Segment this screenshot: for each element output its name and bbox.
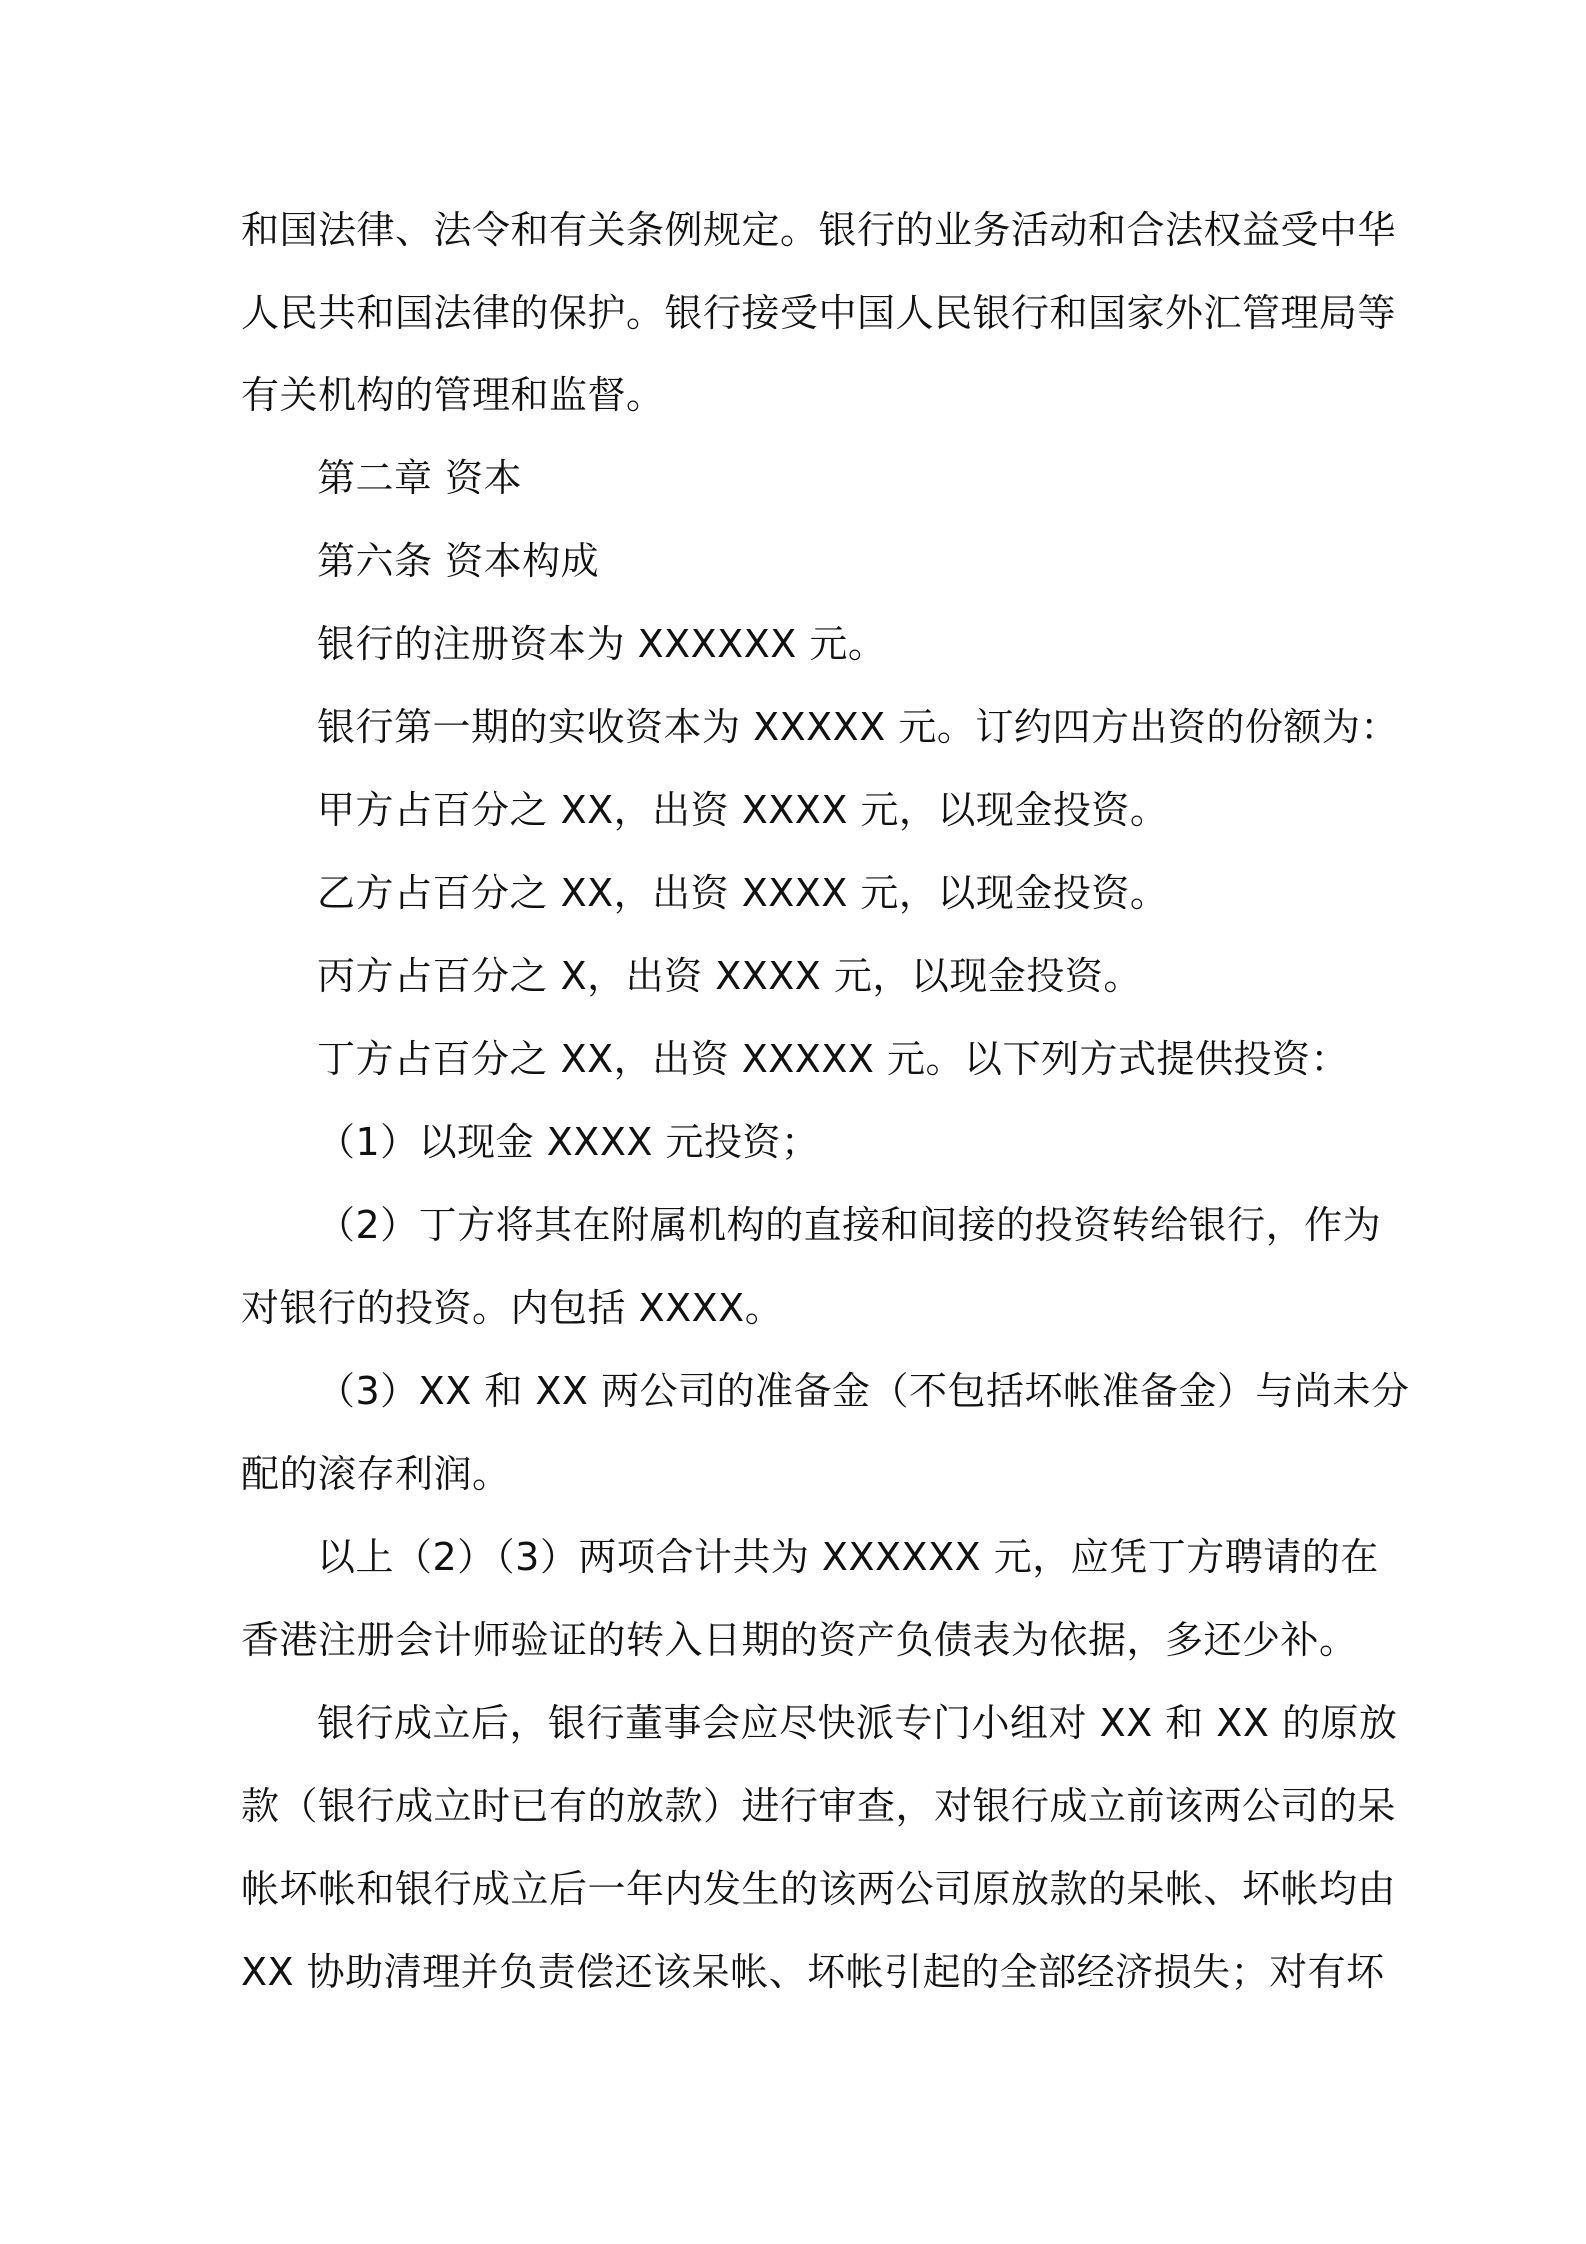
paragraph-line: 配的滚存利润。: [241, 1452, 511, 1496]
chapter-heading: 第二章 资本: [317, 456, 523, 500]
paragraph-line: 香港注册会计师验证的转入日期的资产负债表为依据，多还少补。: [241, 1618, 1358, 1662]
paragraph-line: 银行第一期的实收资本为 XXXXX 元。订约四方出资的份额为：: [317, 705, 1399, 749]
paragraph-line: 帐坏帐和银行成立后一年内发生的该两公司原放款的呆帐、坏帐均由: [241, 1867, 1397, 1911]
paragraph-line: 丙方占百分之 X，出资 XXXX 元，以现金投资。: [317, 954, 1142, 998]
paragraph-line: 以上（2）（3）两项合计共为 XXXXXX 元，应凭丁方聘请的在: [317, 1535, 1379, 1579]
paragraph-line: 人民共和国法律的保护。银行接受中国人民银行和国家外汇管理局等: [241, 291, 1397, 335]
paragraph-line: 对银行的投资。内包括 XXXX。: [241, 1286, 784, 1330]
paragraph-line: 银行成立后，银行董事会应尽快派专门小组对 XX 和 XX 的原放: [317, 1701, 1398, 1745]
list-item: （1）以现金 XXXX 元投资；: [317, 1120, 820, 1164]
list-item: （2）丁方将其在附属机构的直接和间接的投资转给银行，作为: [317, 1203, 1382, 1247]
paragraph-line: 款（银行成立时已有的放款）进行审查，对银行成立前该两公司的呆: [241, 1784, 1397, 1828]
paragraph-line: 银行的注册资本为 XXXXXX 元。: [317, 622, 887, 666]
article-heading: 第六条 资本构成: [317, 539, 600, 583]
paragraph-line: 有关机构的管理和监督。: [241, 373, 665, 417]
list-item: （3）XX 和 XX 两公司的准备金（不包括坏帐准备金）与尚未分: [317, 1369, 1410, 1413]
paragraph-line: 丁方占百分之 XX，出资 XXXXX 元。以下列方式提供投资：: [317, 1037, 1349, 1081]
paragraph-line: 和国法律、法令和有关条例规定。银行的业务活动和合法权益受中华: [241, 208, 1397, 252]
paragraph-line: XX 协助清理并负责偿还该呆帐、坏帐引起的全部经济损失；对有坏: [241, 1950, 1385, 1994]
paragraph-line: 乙方占百分之 XX，出资 XXXX 元，以现金投资。: [317, 871, 1169, 915]
paragraph-line: 甲方占百分之 XX，出资 XXXX 元，以现金投资。: [317, 788, 1169, 832]
